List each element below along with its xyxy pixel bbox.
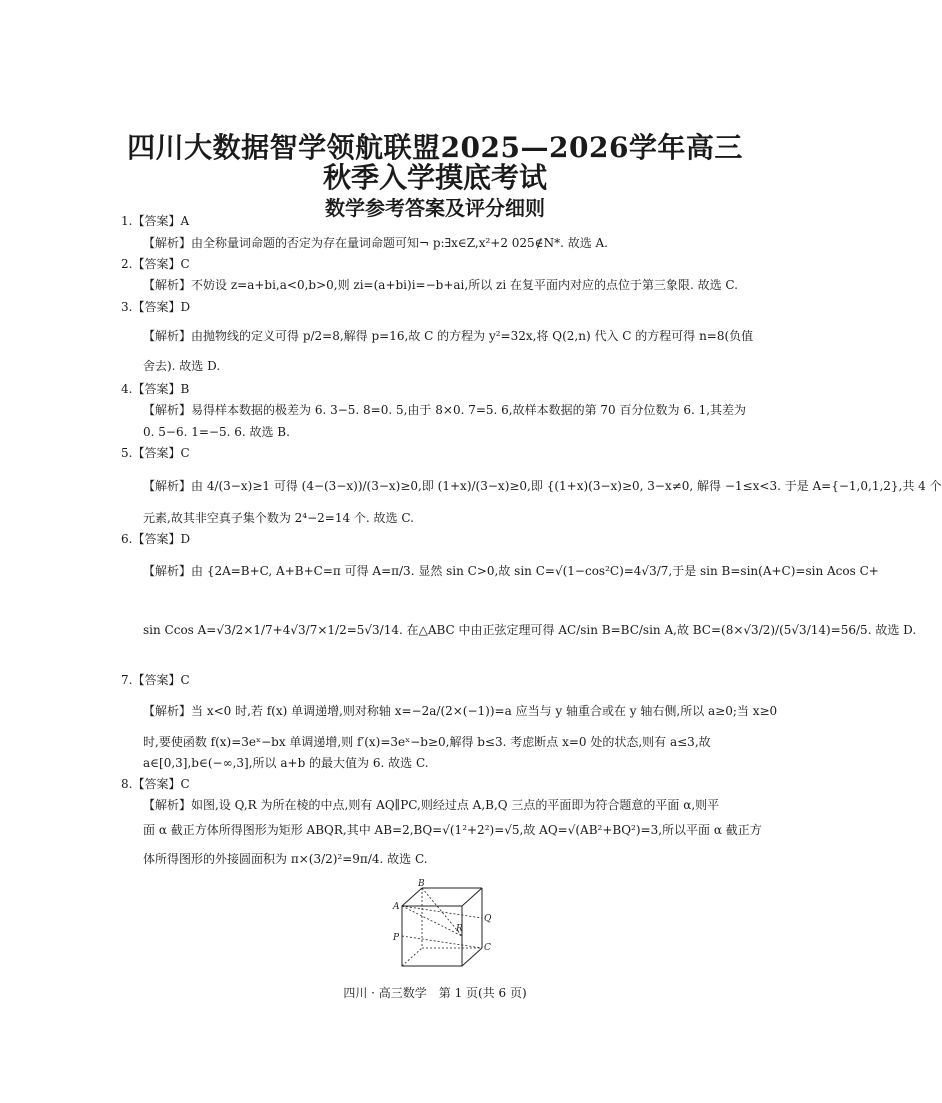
q5-analysis-1: 【解析】由 4/(3−x)≥1 可得 (4−(3−x))/(3−x)≥0,即 (1+x)/(3−x)≥0,即 {(1+x)(3−x)≥0, 3−x≠0, 解得 −1≤x<3. 于是 A={−1,0,1,2},共 4 个: [143, 479, 942, 493]
q6-analysis-2: sin Ccos A=√3/2×1/7+4√3/7×1/2=5√3/14. 在△ABC 中由正弦定理可得 AC/sin B=BC/sin A,故 BC=(8×√3/2)/(5√3/14)=56/5. 故选 D.: [143, 623, 917, 637]
q2-answer: 2.【答案】C: [121, 257, 190, 271]
q8-analysis-2: 面 α 截正方体所得图形为矩形 ABQR,其中 AB=2,BQ=√(1²+2²)=√5,故 AQ=√(AB²+BQ²)=3,所以平面 α 截正方: [143, 823, 762, 837]
q7-analysis-2: 时,要使函数 f(x)=3eˣ−bx 单调递增,则 f′(x)=3eˣ−b≥0,解得 b≤3. 考虑断点 x=0 处的状态,则有 a≤3,故: [143, 735, 711, 749]
q7-answer: 7.【答案】C: [121, 673, 190, 687]
q8-analysis-1: 【解析】如图,设 Q,R 为所在棱的中点,则有 AQ∥PC,则经过点 A,B,Q 三点的平面即为符合题意的平面 α,则平: [143, 798, 720, 812]
q6-analysis-1: 【解析】由 {2A=B+C, A+B+C=π 可得 A=π/3. 显然 sin C>0,故 sin C=√(1−cos²C)=4√3/7,于是 sin B=sin(A+C)=sin Acos C+: [143, 564, 879, 578]
label-P: P: [393, 933, 400, 943]
q4-analysis-1: 【解析】易得样本数据的极差为 6. 3−5. 8=0. 5,由于 8×0. 7=5. 6,故样本数据的第 70 百分位数为 6. 1,其差为: [143, 403, 747, 417]
page-footer: 四川 · 高三数学 第 1 页(共 6 页): [343, 986, 527, 1000]
exam-title-line1: 四川大数据智学领航联盟2025—2026学年高三: [127, 131, 743, 164]
q7-analysis-1: 【解析】当 x<0 时,若 f(x) 单调递增,则对称轴 x=−2a/(2×(−1))=a 应当与 y 轴重合或在 y 轴右侧,所以 a≥0;当 x≥0: [143, 704, 778, 718]
q3-analysis-2: 舍去). 故选 D.: [143, 359, 221, 373]
label-R: R: [456, 924, 463, 934]
label-Q: Q: [484, 914, 492, 924]
q6-answer: 6.【答案】D: [121, 532, 191, 546]
answer-key-subtitle: 数学参考答案及评分细则: [325, 196, 545, 220]
q7-analysis-3: a∈[0,3],b∈(−∞,3],所以 a+b 的最大值为 6. 故选 C.: [143, 756, 429, 770]
q4-answer: 4.【答案】B: [121, 382, 190, 396]
exam-title-line2: 秋季入学摸底考试: [322, 161, 547, 194]
q3-answer: 3.【答案】D: [121, 300, 191, 314]
q1-analysis: 【解析】由全称量词命题的否定为存在量词命题可知¬ p:∃x∈Z,x²+2 025∉N*. 故选 A.: [143, 236, 608, 250]
q5-answer: 5.【答案】C: [121, 446, 190, 460]
q2-analysis: 【解析】不妨设 z=a+bi,a<0,b>0,则 zi=(a+bi)i=−b+ai,所以 zi 在复平面内对应的点位于第三象限. 故选 C.: [143, 278, 738, 292]
q5-analysis-2: 元素,故其非空真子集个数为 2⁴−2=14 个. 故选 C.: [143, 511, 414, 525]
label-B: B: [418, 879, 425, 889]
q8-answer: 8.【答案】C: [121, 777, 190, 791]
q4-analysis-2: 0. 5−6. 1=−5. 6. 故选 B.: [143, 425, 290, 439]
label-A: A: [393, 902, 400, 912]
cube-front-face: [402, 906, 462, 966]
q8-analysis-3: 体所得图形的外接圆面积为 π×(3/2)²=9π/4. 故选 C.: [143, 852, 428, 866]
label-C: C: [484, 943, 491, 953]
q1-answer: 1.【答案】A: [121, 214, 190, 228]
q3-analysis-1: 【解析】由抛物线的定义可得 p/2=8,解得 p=16,故 C 的方程为 y²=32x,将 Q(2,n) 代入 C 的方程可得 n=8(负值: [143, 329, 754, 343]
cube-figure: [390, 878, 500, 973]
